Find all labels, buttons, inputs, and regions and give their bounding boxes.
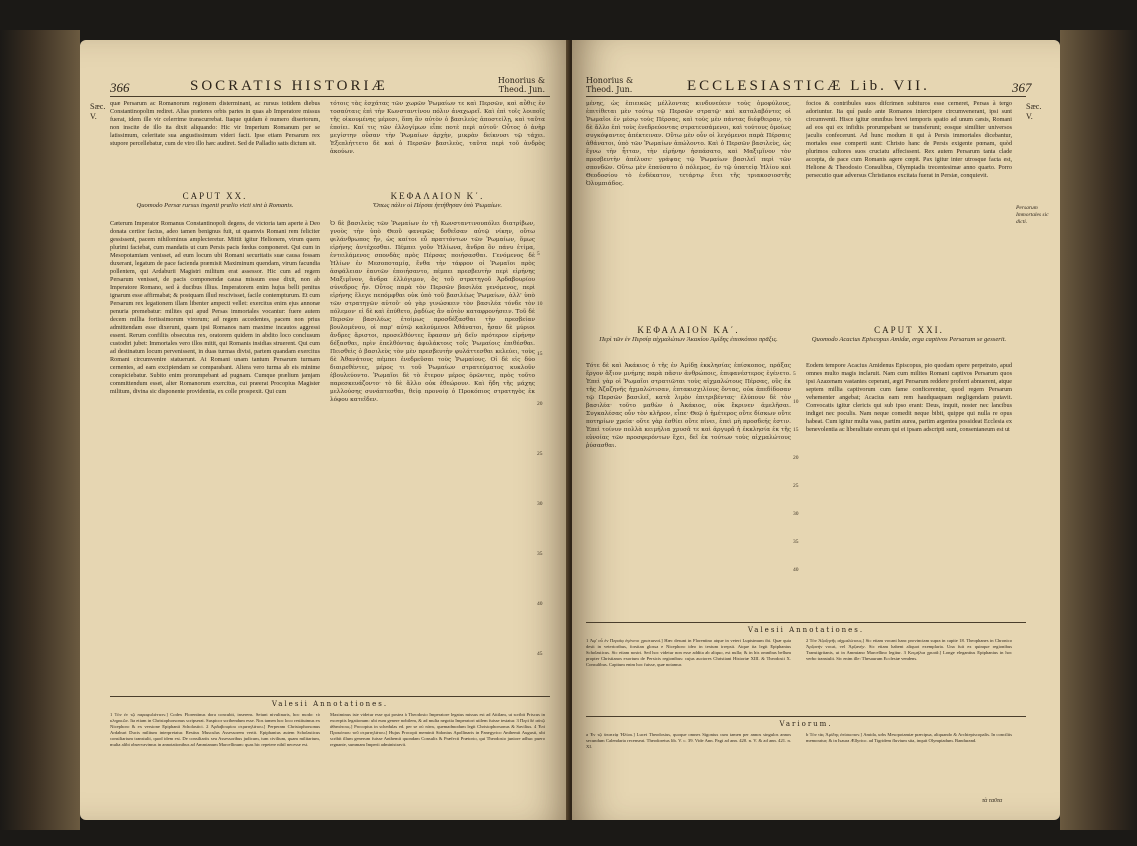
right-line-number: 15: [793, 427, 799, 433]
left-latin-top: [110, 100, 320, 184]
right-header-rule: [586, 96, 1026, 97]
right-latin-top: [806, 100, 1012, 320]
right-catchword: τὰ ταῦτα: [982, 798, 1003, 804]
left-greek-top: [330, 100, 545, 184]
right-latin-body: [806, 362, 1012, 612]
right-line-number: 5: [793, 371, 796, 377]
right-line-number: 30: [793, 511, 799, 517]
left-line-number: 5: [537, 251, 540, 257]
left-subheading: Honorius & Theod. Jun.: [497, 76, 545, 94]
right-chapter-greek-subtitle: Περὶ τῶν ἐν Περσίᾳ αἰχμαλώτων Ἀκακίου Ἀμίδης ἐπισκόπου πρᾶξις.: [599, 336, 778, 343]
left-line-numbers: [537, 250, 549, 658]
left-greek-body: [330, 220, 535, 690]
left-line-number: 35: [537, 551, 543, 557]
right-greek-top-text: μένης, ὡς ἐπιεικῶς μέλλοντας κινδυνεύειν τοὺς ὁμοφύλους, ἐπιτίθεται μὲν τούτῳ τῷ Περσῶν στρατῷ· καὶ καταλαβόντες οἱ Ῥωμαῖοι ἐν μέσῳ τοὺς Πέρσας, καὶ τοὺς μὲν πάντας διέφθειραν, τὸ δὲ ἄλλο ἐπὶ τοὺς ἐνεδρεύοντας στρατευσάμενοι, καὶ τούτους ὁμοίως συγκόψαντες ἀπέκτειναν. Οὕτω μὲν οὖν οἱ λεγόμενοι παρὰ Πέρσαις ἀθάνατοι, ὑπὸ τῶν Ῥωμαίων ἀπώλοντο. Καὶ ὁ Περσῶν βασιλεὺς, ὡς ἔγνω τὴν ἧτταν, τὴν εἰρήνην ἠσπάσατο, καὶ Μαξιμῖνον τὸν πρεσβευτὴν ἀπέλυσε· γράψας τῷ Ῥωμαίων βασιλεῖ περὶ τῶν σπονδῶν. Οὕτω μὲν ἐπαύσατο ὁ πόλεμος, ἐν τῷ ὑπατείᾳ Ἡλίου καὶ Θεοδοσίου τὸ ἐνδέκατον, τετάρτῳ ἔτει τῆς τριακοσιοστῆς Ὀλυμπιάδος.: [586, 101, 791, 187]
right-line-number: 40: [793, 567, 799, 573]
left-line-number: 15: [537, 351, 543, 357]
right-greek-body: [586, 362, 791, 612]
left-notes-rule: [110, 696, 550, 697]
left-page-number: 366: [110, 80, 130, 95]
left-line-number: 25: [537, 451, 543, 457]
right-line-numbers: [793, 370, 805, 574]
right-margin-note: Sæc. V.: [1026, 102, 1042, 121]
right-latin-top-text: focios & contribules suos difcrimen subituros esse cerneret, Persas à tergo adoriuntur. Ita quí paulo ante Romanos intercipere circumvenerant, ipsi sunt circumventi. Hisce igitur omnibus brevi temporis spatio ad unum cæsis, Romani ad eos qui ex infidiis prorumpebant se transferunt; eosque similiter universos jaculis confecerunt. Ad hunc modum ii qui à Persis immortales dicebantur, mortales esse comperti sunt: Christo hanc de Persis exigente pœnam, quòd plurimos cultores suos cruciatu affecissent. Rex autem Persarum tanta clade accepta, de pace cum Romanis agere cœpit. Pax igitur inter utrosque facta est, Helione & Theodosio Consulibus, Olympiadis trecentesimæ anno quarto. Porro persecutio quæ adversus Christianos excitata fuerat in Persiæ, conquievit.: [806, 100, 1012, 179]
left-latin-body-text: Cæterum Imperator Romanus Constantinopoli degens, de victoria tam aperte à Deo donata certior factus, adeo tamen benignus fuit, ut quamvis Romani rem feliciter gessissent, pacem nihilominus amplecteretur. Mittit igitur Helionem, virum quem plurimi faciebat, cum mandatis ut cum Persis pacis fœdus componeret. Qui cum in Mesopotamiam venisset, ad eum locum ubi Romani securitatis suæ causa fossam duxerant, legatum de pace facienda præmisit Maximinum quendam, virum facundia pollentem, qui Ardaburii Magistri militum erat assessor. Hic cum ad regem Persarum venisset, de pacis componendæ causa missum esse dixit, non ab Imperatore Romano, sed à ducibus illius. Imperatorem enim hujus belli penitus ignarum esse affirmabat; & postquam illud rescivisset, facile contempturum. Et cum Persarum rex legationem illam libenter ampecti vellet: exercitus enim ejus annonæ penuria premebatur: milites qui apud Persas immortales vocantur: fuere autem decem millia fortissimorum virorum; ad regem accedentes, pacem non prius admittendam esse dixerunt, quam ipsi Romanos nam maxime incautos aggressi essent. Rerum confiliis obsecutus rex, oratorem quidem in abdito loco conclusum custodiri jubet: Immortales vero illos mitit, qui Romanis insidias struerent. Qui cum ad destinatum locum pervenissent, in duas turmas divisi, partem quandam exercitus Romani circumvenire statuerunt. At Romani unam tantum Persarum turmam cernentes, ad eam excipiendam se comparabant. Altera vero turma ab eis minime conspiciebatur. Subito enim prorumpebant ad pugnam. Cumque prælium jamjam committendum esset, alter Romanorum exercitus, cui præerat Procopius Magister militum, divina sic disponente providentia, ex colle prospexit. Qui cum: [110, 220, 320, 395]
left-margin-note: Sæc. V.: [90, 102, 106, 121]
right-greek-body-text: Τότε δὲ καὶ Ἀκάκιος ὁ τῆς ἐν Ἀμίδῃ ἐκκλησίας ἐπίσκοπος, πράξας ἔργον ἄξιον μνήμης παρὰ πᾶσιν ἀνθρώποις, ἐπιφανέστερος ἐγένετο. Ἐπεὶ γὰρ οἱ Ῥωμαῖοι στρατιῶται τοὺς αἰχμαλώτους Πέρσας, οὓς ἐκ τῆς Ἀζαζηνῆς ἠχμαλώτισαν, ἑπτακισχιλίους ὄντας, οὐκ ἀπεδίδοσαν τῷ Περσῶν βασιλεῖ, κατὰ λιμὸν ἐπιτριβέντας· ἐλύπουν δὲ τὸν βασιλέα· τοῦτο μαθὼν ὁ Ἀκάκιος, οὐκ ἔκρινεν ἀμελῆσαι. Συγκαλέσας οὖν τὸν κλῆρον, εἶπε· Θεῷ ὁ ἡμέτερος οὔτε δίσκων οὔτε ποτηρίων χρεία· οὔτε γὰρ ἐσθίει οὔτε πίνει, ἐπεὶ μὴ προσδεής ἐστιν. Ἐπεὶ τοίνυν πολλὰ κειμήλια χρυσᾶ τε καὶ ἀργυρᾶ ἡ ἐκκλησία ἐκ τῆς εὐνοίας τῶν προσφερόντων ἔχει, δεῖ ἐκ τούτων τοὺς αἰχμαλώτους ῥύσασθαι.: [586, 363, 791, 449]
right-page: [572, 40, 1060, 820]
left-notes-col2: Maximinus iste videtur esse qui postea à Theodosio Imperatore legatus missus est ad Attilam, ut scribit Priscus in excerptis legationum: ubi eum genere nobilem, & ad multa negotia Imperatori utilem fuisse testatur. 3 Περὶ δὲ αὐτῷ ἀθανάτους.] Procopius in schedulas ed. per se οὐ πάνυ, quemadmodum legit Christophorsonus & Savilius. 4 Ἐπὶ Προκόπιου τοῦ στρατηλάτου.] Hujus Procopii meminit Sidonius Apollinaris in Panegyrico Anthemii Augusti, ubi scribit illum generum fuisse Anthemii quondam Consulis & Præfecti Prætorio, qui Theodosio juniore adhuc puero regnante, summam Imperii administravit.: [330, 712, 545, 747]
left-line-number: 45: [537, 651, 543, 657]
right-notes-rule: [586, 622, 1026, 623]
right-chapter-latin: [806, 322, 1012, 347]
right-variorum-rule: [586, 716, 1026, 717]
right-notes-col1: 1 Ἀφ' οὗ ἐν Περσίᾳ ἐγένετο χριστιανοί.] Hæc desunt in Florentino atque in veteri Lupisimum ibi. Quæ quia desit in veterioribus, forsitan glossa e Nicephoro ideo in textum irrepsit. Atque ita legit Epiphanius Scholasticus. Sic etiam nostri. Sed hoc videtur non esse addita ab aliquo, est nulla; & in his omnibus bellum propter Christianos exortum de Persicis regionibus: cujus auctores Christiani Historiæ XIII. & Theodosii X. Consulibus. Capitum enim hoc fuisse, quæ notamur.: [586, 638, 791, 667]
left-notes-title: Valesii Annotationes.: [271, 700, 389, 708]
right-chapter-greek-title: ΚΕΦΑΛΑΙΟΝ ΚΑ΄.: [637, 325, 740, 335]
book-right-edge: [1060, 30, 1137, 830]
right-chapter-latin-title: CAPUT XXI.: [874, 325, 944, 335]
right-subheading: Honorius & Theod. Jun.: [586, 76, 634, 94]
left-chapter-greek-title: ΚΕΦΑΛΑΙΟΝ Κ΄.: [390, 191, 485, 201]
right-margin-latin: Persarum Immortales sic dicti.: [1016, 205, 1049, 225]
left-header-rule: [110, 96, 550, 97]
right-running-title: ECCLESIASTICÆ Lib. VII.: [687, 78, 930, 94]
right-line-number: 10: [793, 399, 799, 405]
right-line-number: 20: [793, 455, 799, 461]
left-line-number: 30: [537, 501, 543, 507]
right-latin-body-text: Eodem tempore Acacius Amidenus Episcopus, pio quodam opere perpetrato, apud omnes multo magis inclaruit. Nam cum milites Romani captivos Persarum quos ipsi Azazenam vastantes ceperant, ægri Persarum reddere proferri abnuerent, atque septem millia captivorum cum fame conficerentur, quod regem Persarum vehementer angebat; Acacius eam rem haudquaquam negligendam putavit. Convocatis igitur clericis qui sub ipso erant: Deus, inquit, noster nec lancibus indiget nec poculis. Nam neque comedit neque bibit, quippe qui nulla re opus habeat. Cum igitur multa vasa, partim aurea, partim argentea possideat Ecclesia ex benevolentia ac liberalitate eorum qui ei ipsam adscripti sunt, consentaneum est ut: [806, 362, 1012, 433]
left-latin-body: [110, 220, 320, 690]
left-chapter-latin: [110, 188, 320, 213]
right-variorum-title: Variorum.: [779, 720, 833, 728]
left-greek-top-text: τότοις τὰς ἐσχάτας τῶν χωρῶν Ῥωμαίων τε καὶ Περσῶν, καὶ αὖθις ἐν τοσαύταις ἐπὶ τὴν Κωνσταντίνου πόλιν ἀναχωρεῖ. Καὶ ἐπὶ τοῖς λοιποῖς τῆς οἰκουμένης μέρεσι, ὅπη ἂν αὐτὸν ὁ βασιλεὺς ἀποστείλῃ, καὶ ταῦτα ἐποίει. Καί τις τῶν ἐλλογίμων εἶπε ποτὲ περὶ αὐτοῦ· Οὗτος ὁ ἀνὴρ μεγίστην οὖσαν τὴν Ῥωμαίων ἀρχὴν, μικρὰν δείκνυσι τῷ τάχει. Ἐξεπλήττετο δὲ καὶ ὁ Περσῶν βασιλεὺς, ταῦτα περὶ τοῦ ἀνδρὸς ἀκούων.: [330, 101, 545, 155]
left-page: [80, 40, 570, 820]
right-variorum-col1: a Ἐν τῷ ὑπατείᾳ Ἡλίου.] Lucet Theodosius, quoque omnes Sigonius cum tamen per annos singulos annos secundum Calendaria recenseat. Theodoretus lib. V. c. 39. Vide Ann. Pagi ad ann. 420. n. V. & ad ann. 421. n. XI.: [586, 732, 791, 749]
right-line-number: 25: [793, 483, 799, 489]
right-page-number: 367: [1012, 80, 1032, 95]
left-chapter-latin-subtitle: Quomodo Persæ rursus ingenti prælio victi sint à Romanis.: [136, 202, 294, 209]
right-line-number: 35: [793, 539, 799, 545]
right-variorum-col2: b Τὸν τὰς Ἀμίδης ἐπίσκοπον.] Amida, urbs Mesopotamiæ præcipua, aliquando & Archiepiscopalis. In conciliis memoratur; & in Isaura Ællyrico. ad Tigridem fluvium sita, inquit Olympiadum. Bandurand.: [806, 732, 1012, 743]
left-chapter-greek: [330, 188, 545, 213]
right-notes-col2: 2 Τὸν Ἀζαζηνῆς αἰχμαλώτους.] Sic etiam vocant hanc provinciam supra in capite 18. Theophanes in Chronico Ἀρζανήν vocat, vel Ἀρζανήν. Sic etiam habent aliquot exemplaria. Una fuit ex quinque regionibus Transtigritanis, ut in Ammiano Marcellino legitur. 3 Κειμήλια χρυσᾶ.] Longe elegantius Epiphanius in hoc verbo transtulit. Sic enim ille: Thesaurum Ecclesiæ vendens.: [806, 638, 1012, 661]
left-latin-top-text: quæ Persarum ac Romanorum regionem disterminant, ac rursus totidem diebus Constantinopolim rediret. Alias præteres orbis partes in quas ab Imperatore missus fuerat, idem ille vir celerrime transcurrebat. Itaque quidam è numero disertorum, non inscite de illo ita dixit aliquando: Hic vir Imperium Romanum per se latissimum, celeritate sua angustissimum videri facit. Ipse etiam Persarum rex stupore percellebatur, cum de viro illo hæc audiret. Sed de Palladio satis dictum sit.: [110, 100, 320, 147]
left-notes-col1: 1 Τὸν ἐν τῷ παραφυλάττειν.] Codex Florentinus dora concubit, inserens. Seiunt nivulinaris, hoc modo: τὸ κληρικῶν. Ita etiam in Christophorsonus scripserat. Suspicor scribendum esse. Nos tamen hoc loco restituimus ex Nicephoro & ex versione Epiphanii Scholastici. 2 Ἀρδαβουρίου στρατηλάτου.] Perperam Christophorsonus Ardaburi Ducis militum interpretatur. Restius Musculus Assessorem vertit. Epiphanius autem Scholasticus consiliarium transtulit, quod idem est. De consiliariis seu Assessoribus judicum, tum civilium, quam militarium, multa alibi observavimus in annotationibus ad Ammianum Marcellinum: quas hic repetere nihil necesse est.: [110, 712, 320, 747]
left-line-number: 20: [537, 401, 543, 407]
right-greek-top: [586, 100, 791, 320]
left-greek-body-text: Ὁ δὲ βασιλεὺς τῶν Ῥωμαίων ἐν τῇ Κωνσταντινουπόλει διατρίβων, γνοὺς τὴν ὑπὸ Θεοῦ φανερῶς δοθεῖσαν αὐτῷ νίκην, οὕτω φιλάνθρωπος ἦν, ὡς καίτοι εὖ πραττόντων τῶν Ῥωμαίων, ὅμως εἰρήνης ἀντέχεσθαι. Πέμπει γοῦν Ἡλίωνα, ἄνδρα ὃν πάνυ ἐτίμα, ἐντειλάμενος σπονδὰς πρὸς Πέρσας ποιήσασθαι. Γενόμενος δὲ Ἡλίων ἐν Μεσοποταμίᾳ, ἔνθα τὴν τάφρον οἱ Ῥωμαῖοι πρὸς ἀσφάλειαν ἑαυτῶν ἐποιήσαντο, πέμπει πρεσβευτὴν περὶ εἰρήνης Μαξιμῖνον, ἄνδρα ἐλλόγιμον, ὃς τοῦ στρατηγοῦ Ἀρδαβουρίου σύνεδρος ἦν. Οὗτος παρὰ τὸν Περσῶν βασιλέα γενόμενος, περὶ εἰρήνης ἔλεγε πεπόμφθαι οὐκ ὑπὸ τοῦ βασιλέως Ῥωμαίων, ἀλλ' ὑπὸ τῶν στρατηγῶν αὐτοῦ· οὐ γὰρ γινώσκειν τὸν βασιλέα τόνδε τὸν πόλεμον· εἰ δὲ καὶ ἐπύθετο, ῥᾳδίως ἂν αὐτὸν καταφρονήσειν. Τοῦ δὲ Περσῶν βασιλέως ἑτοίμως προσδέξασθαι τὴν πρεσβείαν βουλομένου, οἱ παρ' αὐτῷ καλούμενοι Ἀθάνατοι, ἦσαν δὲ μύριοι ἄνδρες ἄριστοι, προσελθόντες ἔφασαν μὴ δεῖν πρότερον εἰρήνην δέξασθαι, πρὶν ἐπελθόντας ἀφυλάκτοις τοῖς Ῥωμαίοις ἐπιθέσθαι. Πεισθεὶς ὁ βασιλεὺς τὸν μὲν πρεσβευτὴν φυλάττεσθαι κελεύει, τοὺς δὲ Ἀθανάτους πέμπει ἐνεδρεῦσαι τοὺς Ῥωμαίους. Οἱ δὲ εἰς δύο διαιρεθέντες, μέρος τι τοῦ Ῥωμαίων στρατεύματος κυκλοῦν ἐβουλεύοντο. Ῥωμαῖοι δὲ τὸ ἕτερον μέρος ὁρῶντες, πρὸς τοῦτο παρεσκευάζοντο· τὸ δὲ ἄλλο οὐκ ἐθεώρουν. Καὶ ἤδη τῆς μάχης μελλούσης συνάπτεσθαι, θείᾳ προνοίᾳ ὁ Προκόπιος στρατηγὸς ἐκ λόφου κατεῖδεν.: [330, 221, 535, 403]
left-line-number: 10: [537, 301, 543, 307]
book-left-edge: [0, 30, 80, 830]
right-chapter-greek: [586, 322, 791, 347]
right-chapter-latin-subtitle: Quomodo Acacius Episcopus Amidæ, erga captivos Persarum se gesserit.: [811, 336, 1007, 343]
left-chapter-latin-title: CAPUT XX.: [182, 191, 248, 201]
left-running-title: SOCRATIS HISTORIÆ: [190, 78, 388, 94]
left-chapter-greek-subtitle: Ὅπως πάλιν οἱ Πέρσαι ἡττήθησαν ὑπὸ Ῥωμαίων.: [372, 202, 503, 209]
left-line-number: 40: [537, 601, 543, 607]
right-notes-title: Valesii Annotationes.: [747, 626, 865, 634]
